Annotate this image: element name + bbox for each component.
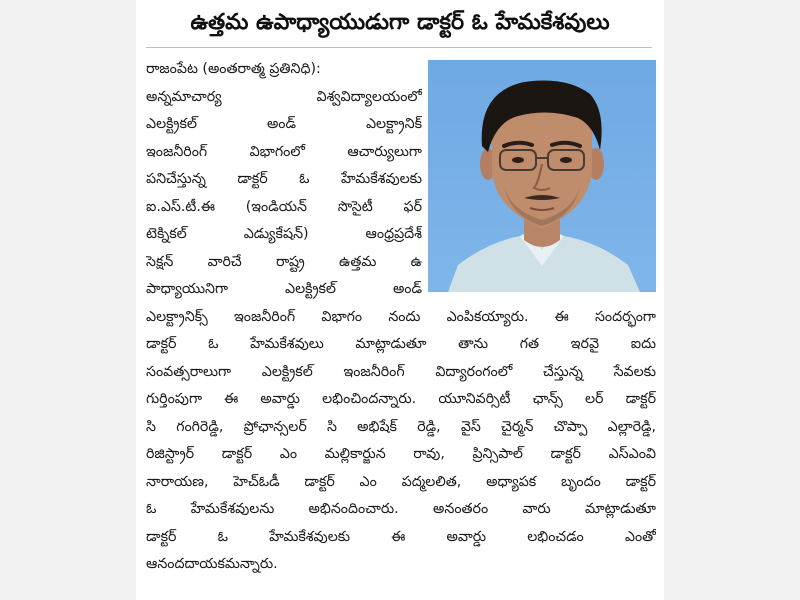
headline: ఉత్తమ ఉపాధ్యాయుడుగా డాక్టర్ ఓ హేమకేశవులు (190, 10, 610, 35)
article-line: రాజంపేట (అంతరాత్మ ప్రతినిధి): (146, 61, 321, 77)
headline-divider (146, 47, 652, 48)
portrait-photo (428, 60, 656, 292)
article-line: ఇంజనీరింగ్ విభాగంలో ఆచార్యులుగా (146, 144, 422, 160)
article-line: ఎలక్ట్రానిక్స్ ఇంజనీరింగ్ విభాగం నందు ఎంపికయ్యారు. ఈ సందర్భంగా (146, 309, 656, 325)
article-line: డాక్టర్ ఓ హేమకేశవులకు ఈ అవార్డు లభించడం ఎంతో (146, 529, 656, 545)
article-line: ఎలక్ట్రికల్ అండ్ ఎలక్ట్రానిక్ (146, 116, 422, 132)
article-line: అన్నమాచార్య విశ్వవిద్యాలయంలో (146, 89, 422, 105)
article-line: పాధ్యాయునిగా ఎలక్ట్రికల్ అండ్ (146, 281, 422, 297)
article-line: పనిచేస్తున్న డాక్టర్ ఓ హేమకేశవులకు (146, 171, 422, 187)
article-line: నారాయణ, హెచ్ఓడీ డాక్టర్ ఎం పద్మలలిత, అధ్యాపక బృందం డాక్టర్ (146, 474, 656, 490)
article-line: డాక్టర్ ఓ హేమకేశవులు మాట్లాడుతూ తాను గత ఇరవై ఐదు (146, 336, 656, 352)
newspaper-clipping (136, 0, 664, 600)
article-line: టెక్నికల్ ఎడ్యుకేషన్) ఆంధ్రప్రదేశ్ (146, 226, 422, 242)
article-line: సెక్షన్ వారిచే రాష్ట్ర ఉత్తమ ఉ (146, 254, 422, 270)
article-line: ఓ హేమకేశవులను అభినందించారు. అనంతరం వారు మాట్లాడుతూ (146, 501, 656, 517)
article-line: ఐ.ఎస్.టీ.ఈ (ఇండియన్ సొసైటీ ఫర్ (146, 199, 422, 215)
article-line: సి గంగిరెడ్డి, ప్రోఛాన్సలర్ సి అభిషేక్ రెడ్డి, వైస్ చైర్మన్ చొప్పా ఎల్లారెడ్డి, (146, 419, 656, 435)
article-line: సంవత్సరాలుగా ఎలక్ట్రికల్ ఇంజనీరింగ్ విద్యారంగంలో చేస్తున్న సేవలకు (146, 364, 656, 380)
article-line: ఆనందదాయకమన్నారు. (146, 556, 278, 572)
article-line: రిజిస్ట్రార్ డాక్టర్ ఎం మల్లికార్జున రావు, ప్రిన్సిపాల్ డాక్టర్ ఎస్ఎంవి (146, 446, 656, 462)
article-line: గుర్తింపుగా ఈ అవార్డు లభించిందన్నారు. యూనివర్సిటీ ఛాన్స్ లర్ డాక్టర్ (146, 391, 656, 407)
